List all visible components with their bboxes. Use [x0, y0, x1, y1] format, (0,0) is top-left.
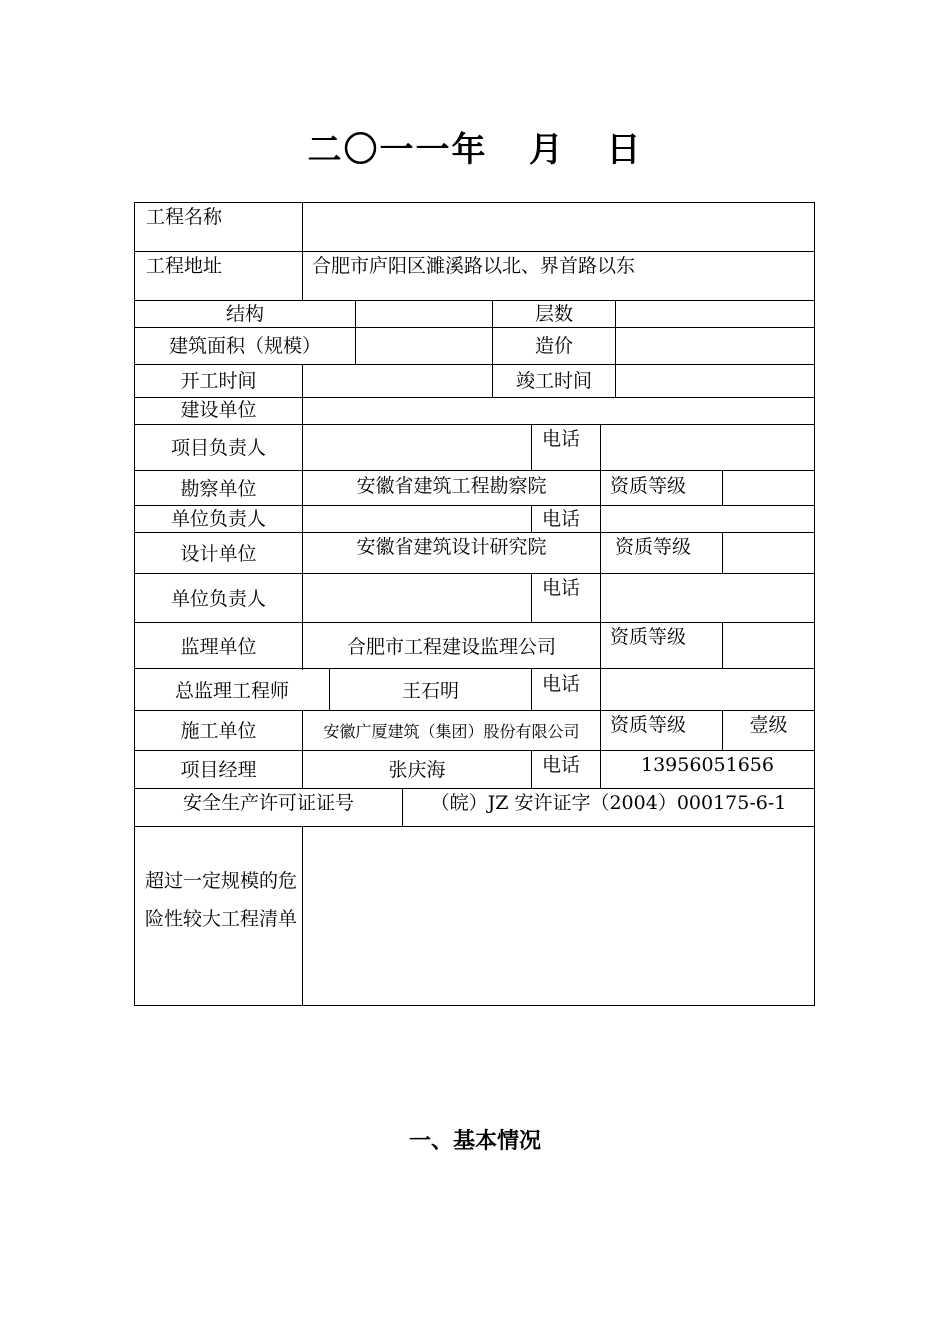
table-line: [600, 573, 601, 622]
survey-label: 勘察单位: [180, 478, 257, 500]
table-line: [600, 505, 601, 532]
manager-phone-value: 13956051656: [641, 754, 774, 776]
table-line: [600, 710, 601, 750]
table-line: [134, 424, 815, 425]
cost-label: 造价: [534, 335, 573, 357]
date-title: 二〇一一年 月 日: [307, 130, 643, 170]
table-line: [600, 532, 601, 573]
construction-label: 施工单位: [180, 720, 257, 742]
permit-label: 安全生产许可证证号: [182, 792, 354, 814]
start-time-label: 开工时间: [180, 370, 257, 392]
table-line: [531, 750, 532, 788]
table-line: [600, 622, 601, 668]
table-line: [302, 364, 303, 670]
table-line: [134, 202, 815, 203]
section-heading: 一、基本情况: [408, 1128, 541, 1154]
permit-value: （皖）JZ 安许证字（2004）000175-6-1: [430, 792, 787, 814]
design-label: 设计单位: [180, 543, 257, 565]
table-line: [134, 573, 815, 574]
design-value: 安徽省建筑设计研究院: [356, 536, 547, 558]
project-lead-label: 项目负责人: [170, 437, 266, 459]
chief-engineer-value: 王石明: [401, 680, 459, 702]
phone-label: 电话: [542, 577, 581, 599]
table-line: [600, 470, 601, 505]
table-line: [134, 668, 815, 669]
table-line: [134, 622, 815, 623]
table-line: [134, 788, 815, 789]
hazard-list-label: 超过一定规模的危险性较大工程清单: [144, 870, 297, 930]
table-line: [600, 668, 601, 710]
supervision-label: 监理单位: [180, 636, 257, 658]
completion-time-label: 竣工时间: [515, 370, 592, 392]
table-line: [615, 300, 616, 397]
table-line: [134, 327, 815, 328]
survey-value: 安徽省建筑工程勘察院: [356, 475, 547, 497]
qualification-label: 资质等级: [610, 714, 687, 736]
table-line: [722, 470, 723, 505]
table-line: [134, 1005, 815, 1006]
table-line: [531, 573, 532, 622]
construction-qualification-value: 壹级: [749, 714, 788, 736]
table-line: [722, 532, 723, 573]
table-line: [134, 505, 815, 506]
phone-label: 电话: [542, 508, 581, 530]
table-line: [134, 364, 815, 365]
phone-label: 电话: [542, 673, 581, 695]
table-line: [134, 251, 815, 252]
structure-label: 结构: [225, 303, 264, 325]
qualification-label: 资质等级: [610, 626, 687, 648]
qualification-label: 资质等级: [610, 475, 687, 497]
developer-label: 建设单位: [180, 399, 257, 421]
project-name-label: 工程名称: [146, 206, 223, 228]
table-line: [722, 622, 723, 668]
table-line: [814, 202, 815, 1006]
table-line: [134, 300, 815, 301]
qualification-label: 资质等级: [615, 536, 692, 558]
table-line: [531, 668, 532, 710]
unit-lead-label: 单位负责人: [170, 588, 266, 610]
area-label: 建筑面积（规模）: [168, 335, 321, 357]
table-line: [600, 424, 601, 470]
manager-value: 张庆海: [388, 759, 446, 781]
unit-lead-label: 单位负责人: [170, 508, 266, 530]
phone-label: 电话: [542, 754, 581, 776]
table-line: [531, 424, 532, 470]
phone-label: 电话: [542, 428, 581, 450]
table-line: [134, 470, 815, 471]
construction-value: 安徽广厦建筑（集团）股份有限公司: [323, 722, 580, 741]
project-address-value: 合肥市庐阳区濉溪路以北、界首路以东: [312, 255, 636, 277]
supervision-value: 合肥市工程建设监理公司: [346, 636, 556, 658]
table-line: [302, 826, 303, 1006]
chief-engineer-label: 总监理工程师: [174, 680, 289, 702]
floors-label: 层数: [534, 303, 573, 325]
project-address-label: 工程地址: [146, 255, 223, 277]
table-line: [134, 397, 815, 398]
table-line: [134, 710, 815, 711]
table-line: [302, 202, 303, 300]
table-line: [134, 750, 815, 751]
table-line: [134, 826, 815, 827]
table-line: [355, 300, 356, 364]
table-line: [531, 505, 532, 532]
table-line: [134, 532, 815, 533]
manager-label: 项目经理: [180, 759, 257, 781]
